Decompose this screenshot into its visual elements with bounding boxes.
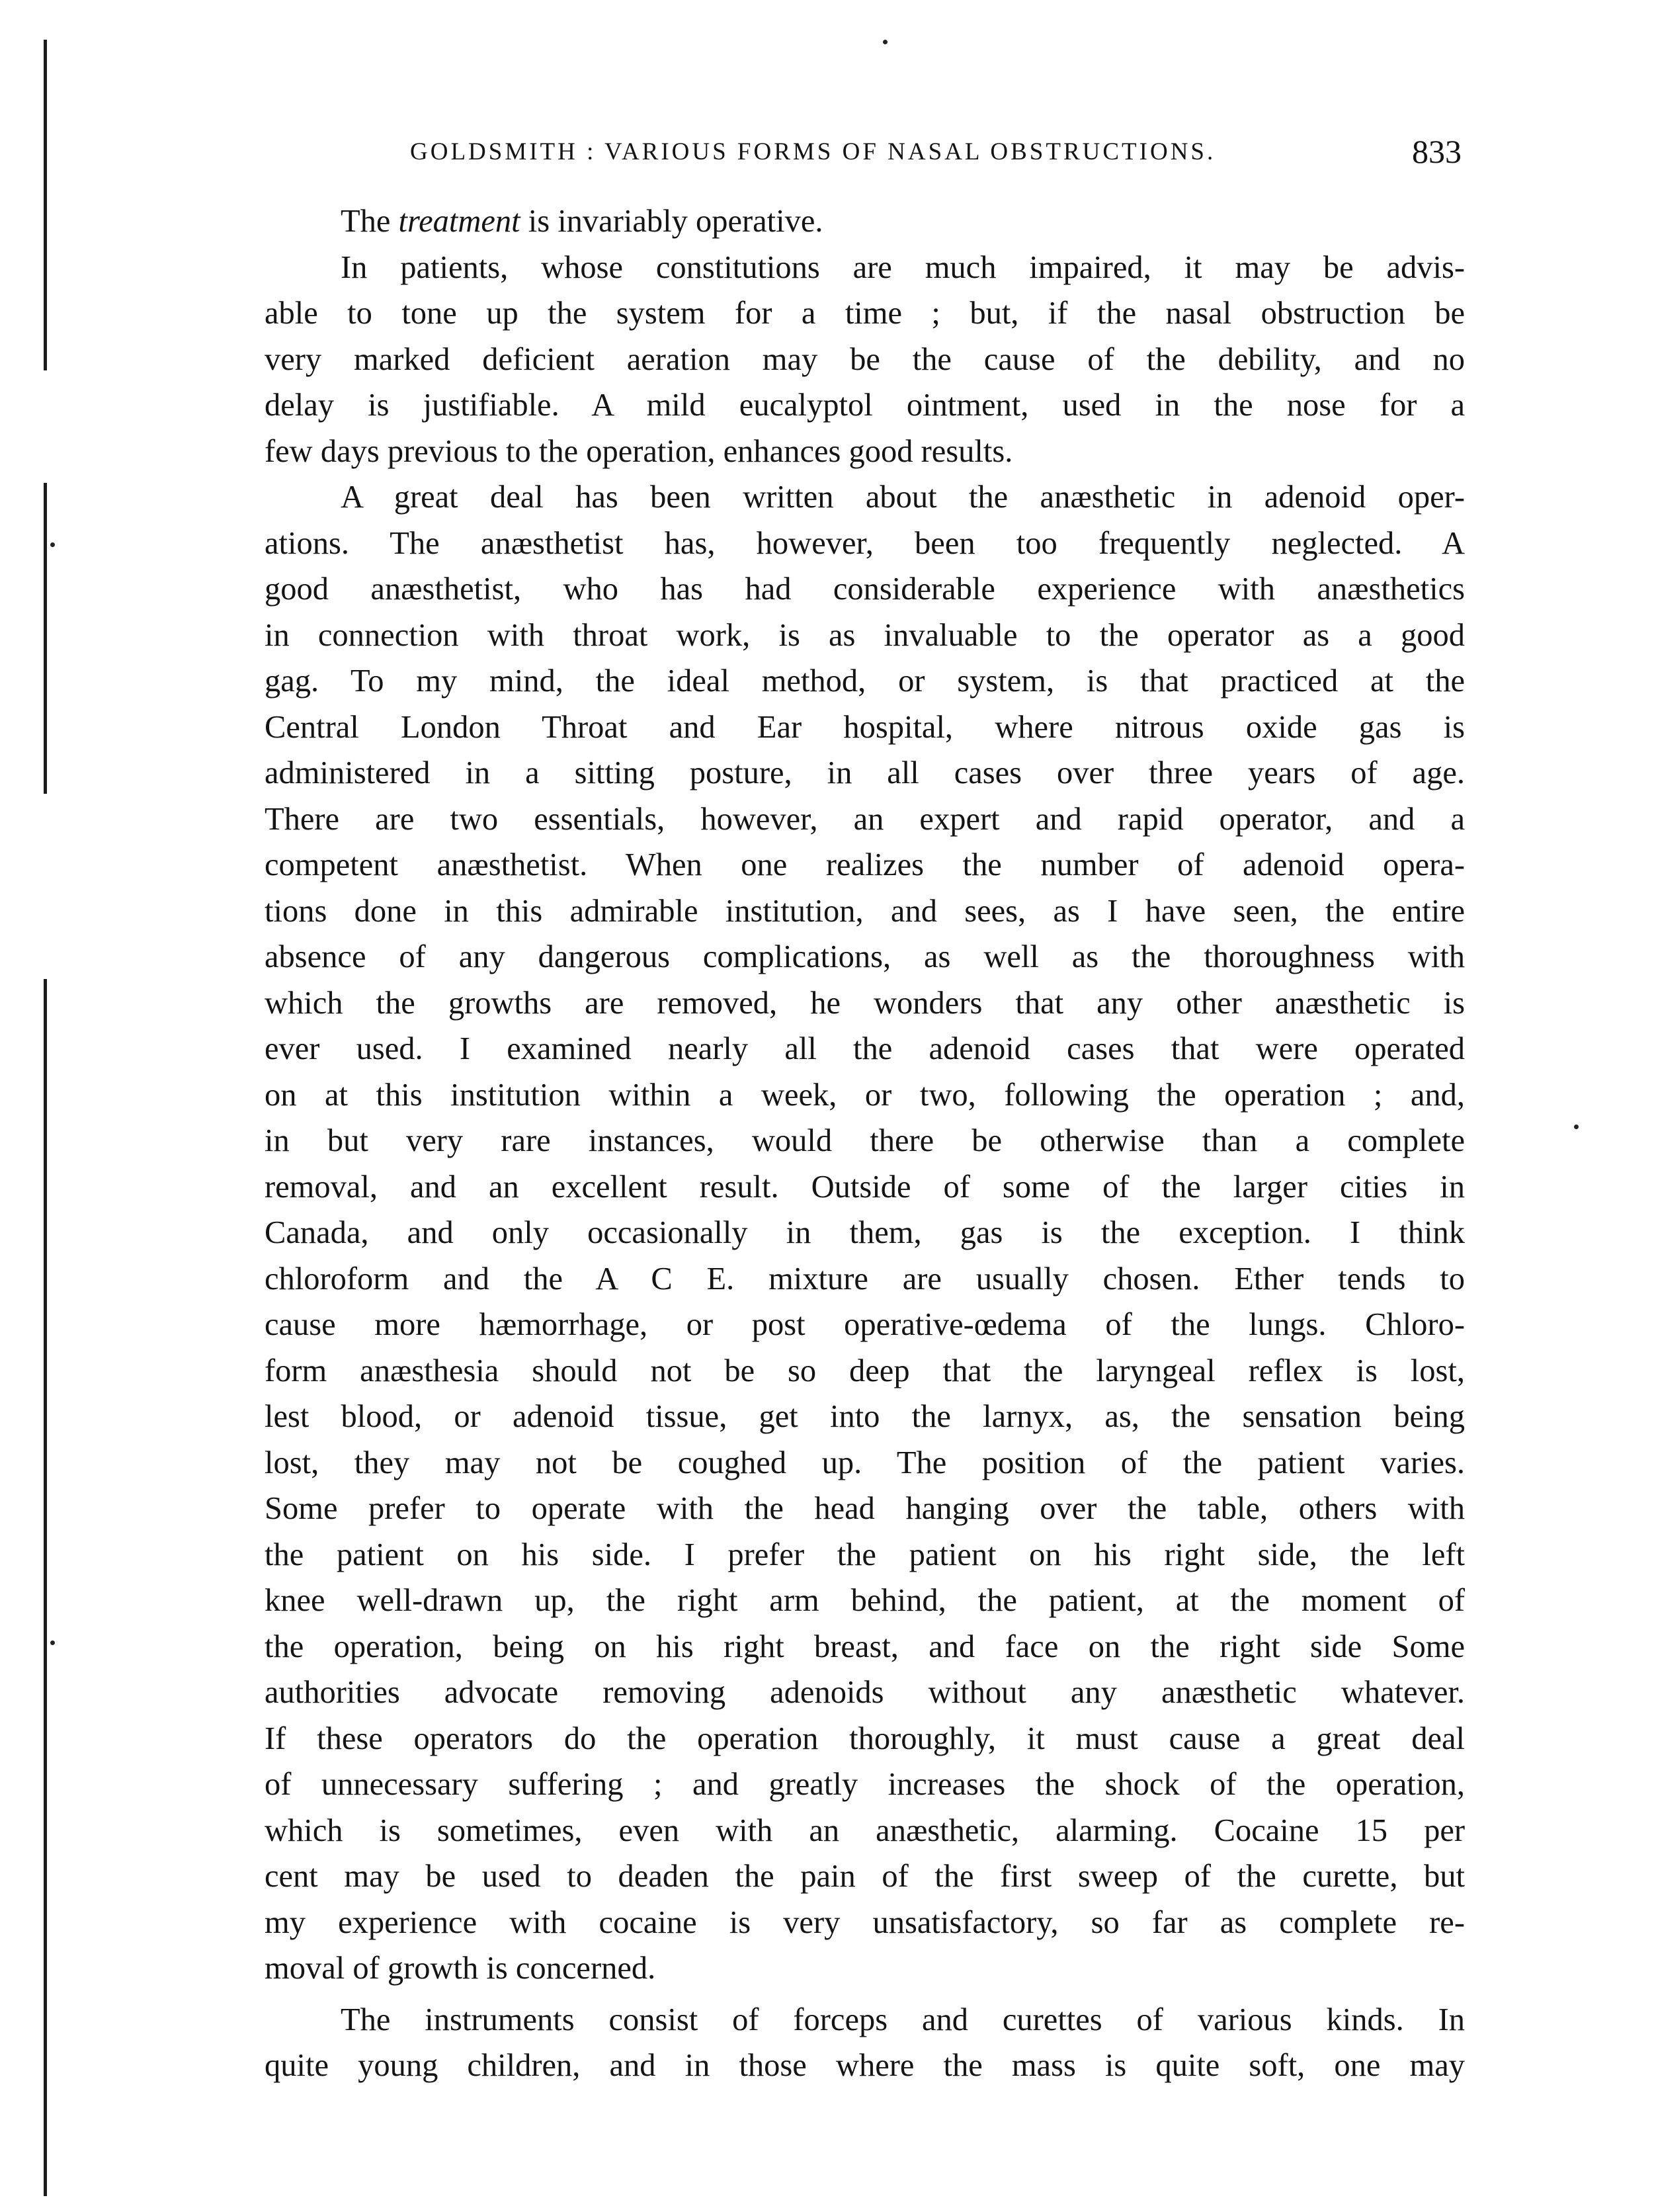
paragraph-treatment <box>265 198 1465 245</box>
text-line: Canada, and only occasionally in them, gas is the exception. I think <box>265 1215 1465 1250</box>
text-line: lost, they may not be coughed up. The position of the patient varies. <box>265 1445 1465 1480</box>
scan-speck <box>50 542 55 547</box>
text-line: very marked deficient aeration may be the cause of the debility, and no <box>265 341 1465 377</box>
text-line: lest blood, or adenoid tissue, get into the larnyx, as, the sensation being <box>265 1399 1465 1434</box>
text-line: which is sometimes, even with an anæsthetic, alarming. Cocaine 15 per <box>265 1812 1465 1848</box>
text-line: The treatment is invariably operative. <box>341 204 823 239</box>
scan-edge-mark <box>44 483 47 794</box>
text-line: Central London Throat and Ear hospital, where nitrous oxide gas is <box>265 709 1465 745</box>
article-body <box>265 198 1465 2089</box>
paragraph-gap <box>265 1992 1465 1997</box>
text-line: knee well-drawn up, the right arm behind, the patient, at the moment of <box>265 1583 1465 1618</box>
text-line: delay is justifiable. A mild eucalyptol ointment, used in the nose for a <box>265 388 1465 423</box>
text-line: authorities advocate removing adenoids without any anæsthetic whatever. <box>265 1675 1465 1710</box>
text-line: tions done in this admirable institution, and sees, as I have seen, the entire <box>265 893 1465 929</box>
text-line: In patients, whose constitutions are much impaired, it may be advis- <box>341 249 1465 285</box>
text-line: chloroform and the A C E. mixture are usually chosen. Ether tends to <box>265 1261 1465 1297</box>
text-line: cause more hæmorrhage, or post operative-œdema of the lungs. Chloro- <box>265 1307 1465 1342</box>
text-line: in connection with throat work, is as invaluable to the operator as a good <box>265 617 1465 653</box>
page-header <box>410 132 1462 179</box>
text-line: There are two essentials, however, an expert and rapid operator, and a <box>265 801 1465 837</box>
text-line: removal, and an excellent result. Outside of some of the larger cities in <box>265 1169 1465 1205</box>
text-line: gag. To my mind, the ideal method, or system, is that practiced at the <box>265 663 1465 699</box>
text-line: form anæsthesia should not be so deep that the laryngeal reflex is lost, <box>265 1353 1465 1388</box>
text-line: good anæsthetist, who has had considerable experience with anæsthetics <box>265 572 1465 607</box>
scan-speck <box>883 40 888 44</box>
text-line: able to tone up the system for a time ; but, if the nasal obstruction be <box>265 296 1465 331</box>
scan-edge-mark <box>44 40 47 370</box>
paragraph-impaired-patients <box>265 245 1465 475</box>
text-line: ever used. I examined nearly all the adenoid cases that were operated <box>265 1031 1465 1066</box>
text-line: on at this institution within a week, or two, following the operation ; and, <box>265 1077 1465 1113</box>
page-number: 833 <box>1412 133 1462 170</box>
text-line: few days previous to the operation, enhances good results. <box>265 433 1013 469</box>
text-line: ations. The anæsthetist has, however, been too frequently neglected. A <box>265 525 1465 561</box>
text-line: administered in a sitting posture, in all cases over three years of age. <box>265 755 1465 790</box>
text-line: A great deal has been written about the anæsthetic in adenoid oper- <box>341 480 1465 515</box>
text-line: moval of growth is concerned. <box>265 1951 656 1986</box>
text-line: cent may be used to deaden the pain of the first sweep of the curette, but <box>265 1859 1465 1894</box>
scan-speck <box>1574 1125 1579 1129</box>
text-line: in but very rare instances, would there be otherwise than a complete <box>265 1123 1465 1158</box>
text-line: the patient on his side. I prefer the patient on his right side, the left <box>265 1537 1465 1572</box>
text-line: my experience with cocaine is very unsatisfactory, so far as complete re- <box>265 1904 1465 1940</box>
paragraph-anaesthetic <box>265 474 1465 1992</box>
text-line: competent anæsthetist. When one realizes the number of adenoid opera- <box>265 847 1465 882</box>
text-line: The instruments consist of forceps and curettes of various kinds. In <box>341 2002 1465 2037</box>
italic-term: treatment <box>398 204 520 239</box>
text-line: If these operators do the operation thoroughly, it must cause a great deal <box>265 1721 1465 1756</box>
running-head: GOLDSMITH : VARIOUS FORMS OF NASAL OBSTRUCTIONS. <box>410 138 1216 165</box>
scan-edge-mark <box>44 979 47 2196</box>
text-line: Some prefer to operate with the head hanging over the table, others with <box>265 1491 1465 1526</box>
paragraph-instruments <box>265 1997 1465 2089</box>
scan-speck <box>50 1640 55 1645</box>
text-line: the operation, being on his right breast, and face on the right side Some <box>265 1629 1465 1664</box>
text-line: absence of any dangerous complications, as well as the thoroughness with <box>265 939 1465 974</box>
text-line: of unnecessary suffering ; and greatly increases the shock of the operation, <box>265 1767 1465 1802</box>
text-line: which the growths are removed, he wonders that any other anæsthetic is <box>265 985 1465 1021</box>
text-line: quite young children, and in those where the mass is quite soft, one may <box>265 2048 1465 2083</box>
